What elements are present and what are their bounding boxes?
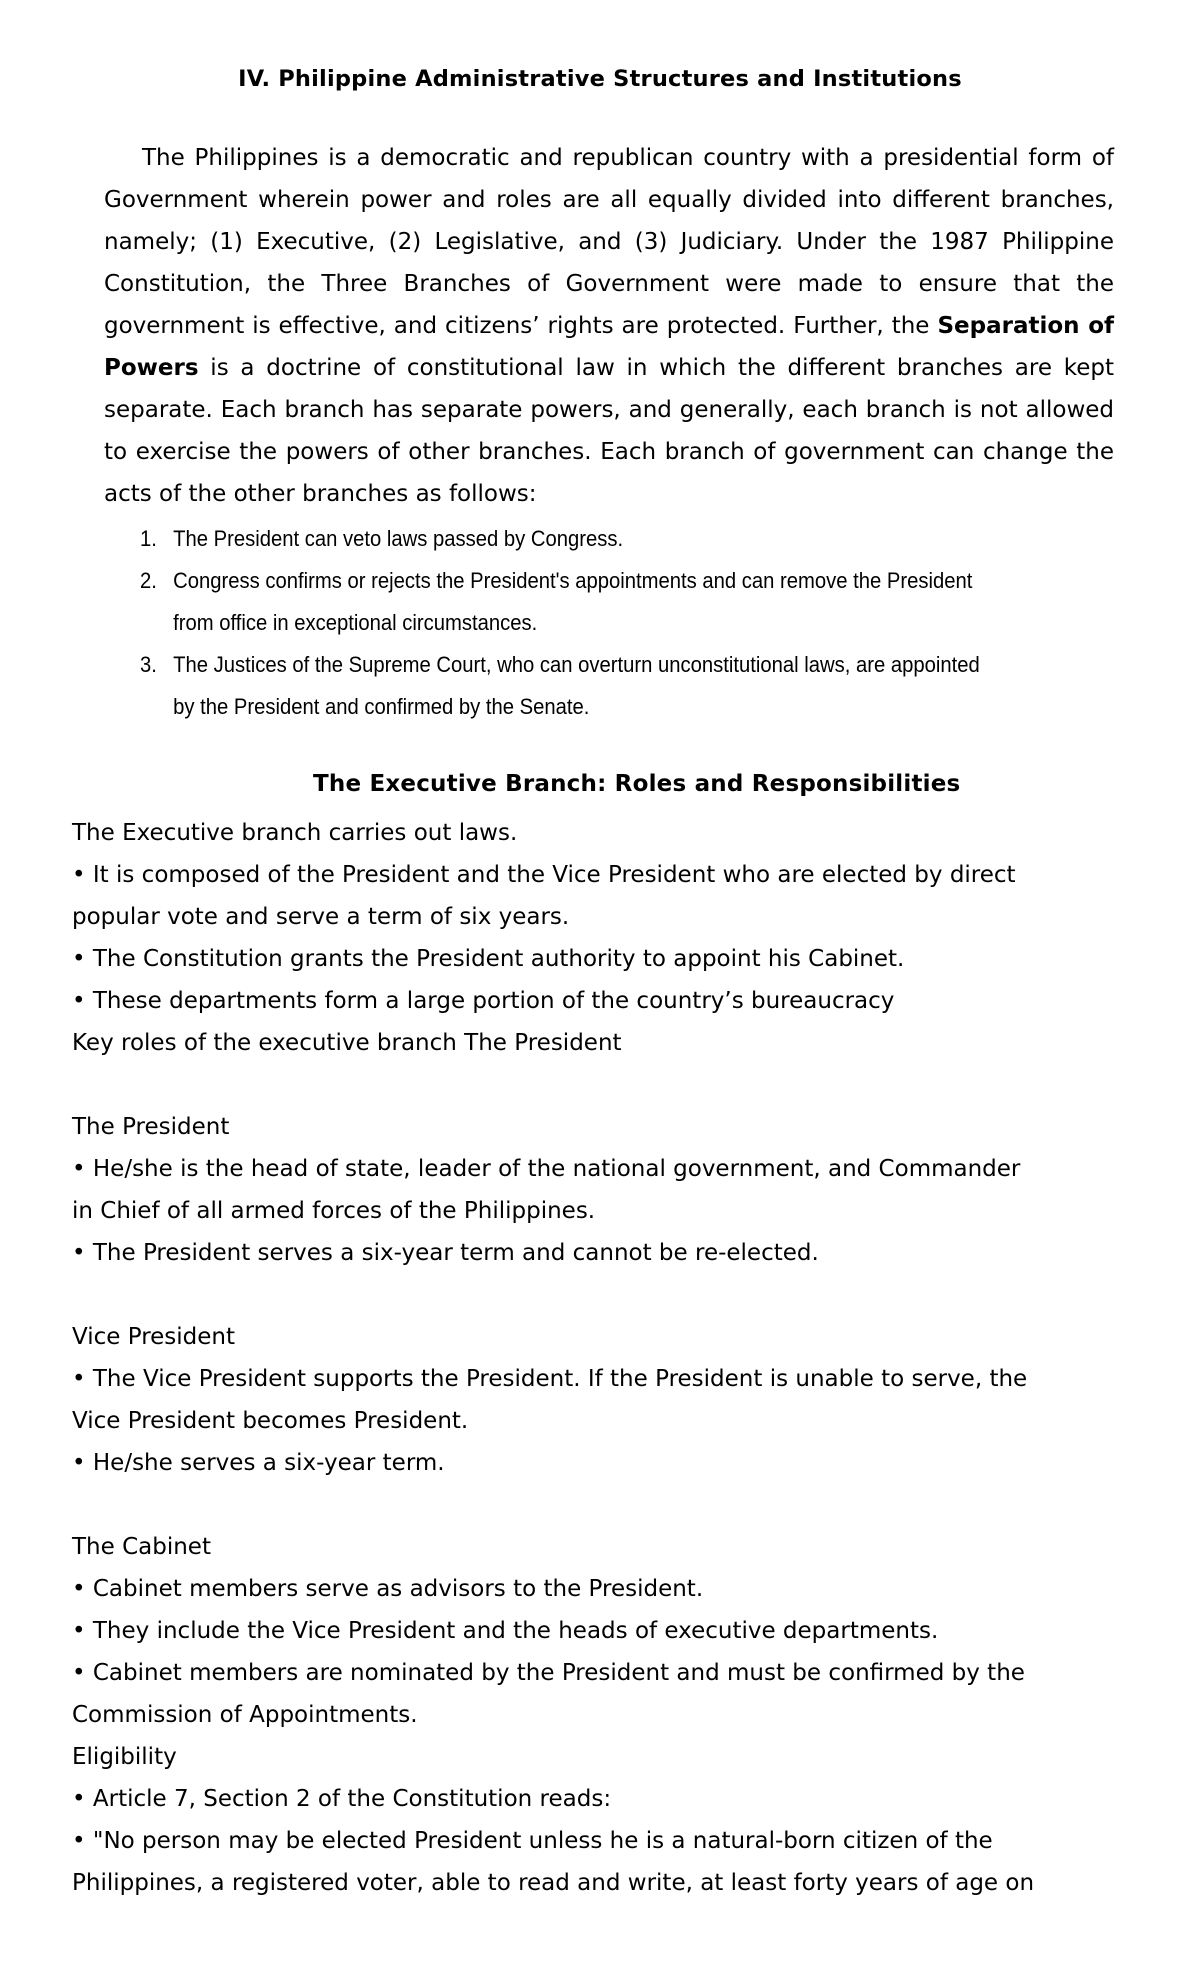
list-item-text: The Justices of the Supreme Court, who can overturn unconstitutional laws, are appointed by the President and confirmed by the Senate. — [173, 652, 980, 719]
body-line: in Chief of all armed forces of the Philippines. — [72, 1198, 596, 1224]
body-line: • Article 7, Section 2 of the Constitution reads: — [72, 1786, 612, 1812]
body-line: • It is composed of the President and the Vice President who are elected by direct — [72, 862, 1016, 888]
executive-branch-body — [72, 812, 1102, 1904]
body-line: • The President serves a six-year term and cannot be re-elected. — [72, 1240, 819, 1266]
executive-branch-heading: The Executive Branch: Roles and Responsibilities — [313, 771, 961, 797]
body-line: • Cabinet members serve as advisors to the President. — [72, 1576, 704, 1602]
intro-paragraph — [104, 137, 1114, 515]
blank-line — [72, 1064, 1102, 1106]
body-line: • He/she is the head of state, leader of the national government, and Commander — [72, 1156, 1021, 1182]
body-line: • They include the Vice President and the heads of executive departments. — [72, 1618, 939, 1644]
blank-line — [72, 1484, 1102, 1526]
body-line: Commission of Appointments. — [72, 1702, 418, 1728]
body-line: • He/she serves a six-year term. — [72, 1450, 445, 1476]
body-line: popular vote and serve a term of six years. — [72, 904, 570, 930]
list-item-text: The President can veto laws passed by Congress. — [173, 526, 624, 551]
body-line: • "No person may be elected President unless he is a natural-born citizen of the — [72, 1828, 993, 1854]
intro-text-part1: The Philippines is a democratic and republican country with a presidential form of Government wherein power and roles are all equally divided into different branches, namely; (1) Executive, (2) Legislative, and (3) Judiciary. Under the 1987 Philippine Constitution, the Three Branches of Government were made to ensure that the government is effective, and citizens’ rights are protected. Further, the — [104, 145, 1114, 339]
body-line: The Executive branch carries out laws. — [72, 820, 518, 846]
president-heading: The President — [72, 1114, 230, 1140]
intro-text-part2: is a doctrine of constitutional law in which the different branches are kept separate. Each branch has separate powers, and generally, each branch is not allowed to exercise the powers of other branches. Each branch of government can change the acts of the other branches as follows: — [104, 355, 1114, 507]
body-line: Vice President becomes President. — [72, 1408, 469, 1434]
list-number: 2. — [140, 568, 157, 593]
page-title: IV. Philippine Administrative Structures and Institutions — [238, 66, 962, 92]
blank-line — [72, 1274, 1102, 1316]
body-line: • The Constitution grants the President authority to appoint his Cabinet. — [72, 946, 905, 972]
list-item — [140, 560, 996, 644]
separation-of-powers-term: Separation of Powers — [104, 313, 1114, 381]
body-line: Key roles of the executive branch The President — [72, 1030, 622, 1056]
checks-and-balances-list — [140, 518, 1070, 728]
eligibility-heading: Eligibility — [72, 1744, 177, 1770]
list-number: 1. — [140, 526, 157, 551]
body-line: • Cabinet members are nominated by the President and must be confirmed by the — [72, 1660, 1025, 1686]
body-line: Philippines, a registered voter, able to read and write, at least forty years of age on — [72, 1870, 1035, 1896]
list-number: 3. — [140, 652, 157, 677]
list-item — [140, 644, 996, 728]
cabinet-heading: The Cabinet — [72, 1534, 211, 1560]
body-line: • These departments form a large portion of the country’s bureaucracy — [72, 988, 895, 1014]
list-item — [140, 518, 996, 560]
vice-president-heading: Vice President — [72, 1324, 236, 1350]
body-line: • The Vice President supports the President. If the President is unable to serve, the — [72, 1366, 1028, 1392]
list-item-text: Congress confirms or rejects the President's appointments and can remove the President from office in exceptional circumstances. — [173, 568, 973, 635]
